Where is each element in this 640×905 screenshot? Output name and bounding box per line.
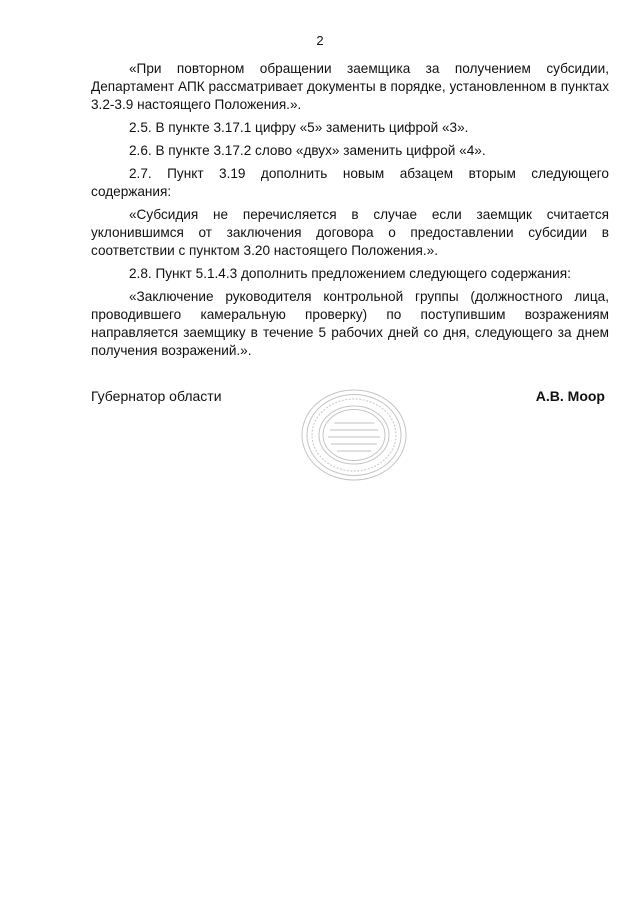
paragraph-2-8: 2.8. Пункт 5.1.4.3 дополнить предложением следующего содержания:	[129, 266, 571, 281]
page-number: 2	[316, 33, 324, 48]
paragraph-quote-conclusion: «Заключение руководителя контрольной группы (должностного лица, проводившего камеральную проверку) по поступившим возражениям направляется заемщику в течение 5 рабочих дней со дня, следующего за днем получения возражений.».	[91, 289, 609, 358]
paragraph-2-7: 2.7. Пункт 3.19 дополнить новым абзацем вторым следующего содержания:	[91, 166, 609, 199]
official-seal-icon	[298, 385, 410, 485]
paragraph-quote-subsidy: «Субсидия не перечисляется в случае если заемщик считается уклонившимся от заключения договора о предоставлении субсидии в соответствии с пунктом 3.20 настоящего Положения.».	[91, 207, 609, 258]
signatory-name: А.В. Моор	[535, 388, 605, 404]
document-body	[91, 60, 609, 365]
paragraph-2-6: 2.6. В пункте 3.17.2 слово «двух» заменить цифрой «4».	[129, 143, 486, 158]
paragraph-2-5: 2.5. В пункте 3.17.1 цифру «5» заменить цифрой «3».	[129, 120, 469, 135]
paragraph-quote-repeat-application: «При повторном обращении заемщика за получением субсидии, Департамент АПК рассматривает документы в порядке, установленном в пунктах 3.2-3.9 настоящего Положения.».	[91, 61, 609, 112]
signatory-title: Губернатор области	[91, 388, 222, 404]
